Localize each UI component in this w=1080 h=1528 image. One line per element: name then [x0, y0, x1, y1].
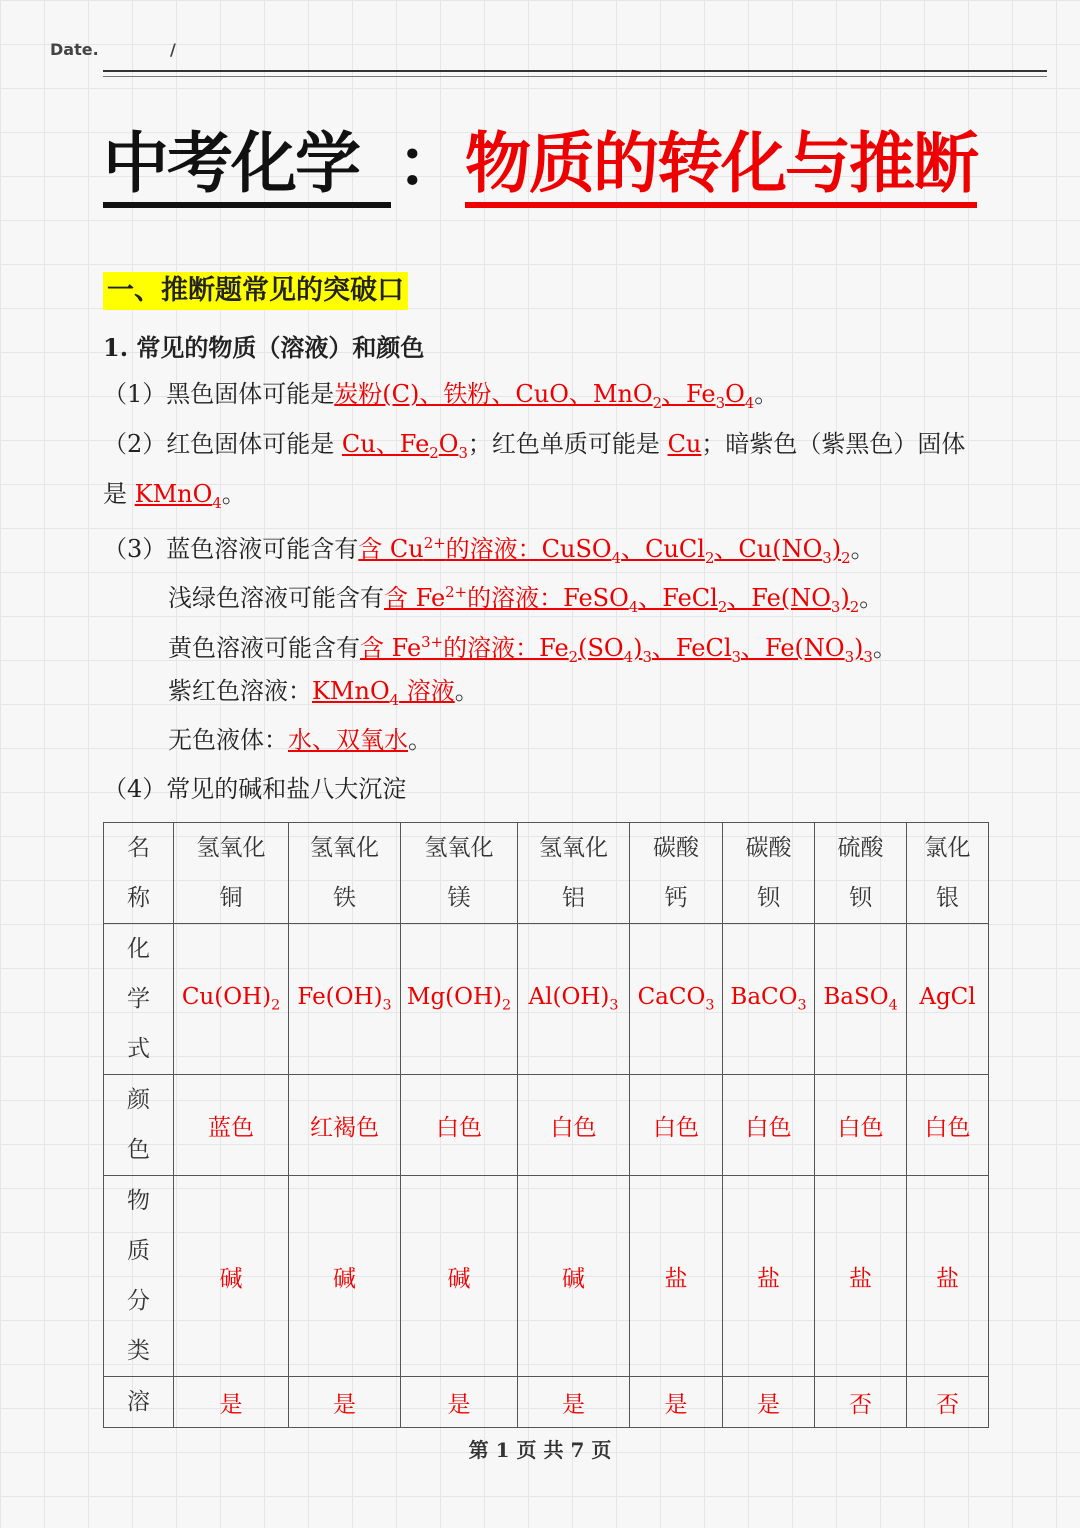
header-rule-thin	[103, 76, 1047, 77]
class-cell: 盐	[815, 1176, 907, 1377]
class-label: 物 质 分 类	[104, 1176, 174, 1377]
color-cell: 白色	[401, 1075, 518, 1176]
line-red-solids: （2）红色固体可能是 Cu、$Fe_2O_3$；红色单质可能是 Cu；暗紫色（紫黑色）固体	[103, 430, 966, 462]
color-cell: 白色	[907, 1075, 989, 1176]
name-cell: 氢氧化 铜	[174, 823, 289, 924]
solubility-label: 溶	[104, 1377, 174, 1428]
name-cell: 氢氧化 镁	[401, 823, 518, 924]
class-cell: 盐	[630, 1176, 723, 1377]
table-row	[104, 924, 989, 1075]
formula-cell: $Mg(OH)_2$	[401, 924, 518, 1075]
class-cell: 盐	[907, 1176, 989, 1377]
line-green-solution: 浅绿色溶液可能含有含 $Fe^{2+}$的溶液：FeSO$_4$、FeCl$_2$、$Fe(NO_3)_2$。	[168, 583, 884, 616]
line-purple-solution: 紫红色溶液：KMnO$_4$ 溶液。	[168, 677, 479, 709]
name-cell: 碳酸 钙	[630, 823, 723, 924]
class-cell: 碱	[174, 1176, 289, 1377]
subheading: 1. 常见的物质（溶液）和颜色	[103, 333, 425, 362]
precipitate-table	[103, 822, 989, 1428]
header-rule	[103, 70, 1047, 72]
name-cell: 氢氧化 铁	[289, 823, 401, 924]
header-name-label: 名 称	[104, 823, 174, 924]
table-row	[104, 1176, 989, 1377]
title-right: 物质的转化与推断	[465, 125, 977, 208]
formula-cell: BaSO$_4$	[815, 924, 907, 1075]
section-heading: 一、推断题常见的突破口	[103, 272, 408, 310]
line-blue-solution: （3）蓝色溶液可能含有含 $Cu^{2+}$的溶液：CuSO$_4$、CuCl$_2$、$Cu(NO_3)_2$。	[103, 534, 875, 567]
date-label: Date. /	[50, 40, 176, 59]
line-kmno4: 是 KMnO$_4$。	[103, 480, 246, 512]
color-cell: 白色	[630, 1075, 723, 1176]
solubility-cell: 是	[630, 1377, 723, 1428]
name-cell: 碳酸 钡	[723, 823, 815, 924]
table-row	[104, 1075, 989, 1176]
page-number: 第 1 页 共 7 页	[468, 1438, 612, 1462]
color-cell: 白色	[815, 1075, 907, 1176]
name-cell: 氢氧化 铝	[518, 823, 630, 924]
line-yellow-solution: 黄色溶液可能含有含 $Fe^{3+}$的溶液：$Fe_2(SO_4)_3$、FeCl$_3$、$Fe(NO_3)_3$。	[168, 633, 897, 666]
title-left: 中考化学	[103, 125, 391, 208]
solubility-cell: 是	[723, 1377, 815, 1428]
class-cell: 碱	[518, 1176, 630, 1377]
color-cell: 白色	[723, 1075, 815, 1176]
color-cell: 红褐色	[289, 1075, 401, 1176]
page-title	[103, 122, 977, 206]
line-black-solids: （1）黑色固体可能是炭粉(C)、铁粉、CuO、MnO$_2$、$Fe_3O_4$。	[103, 380, 779, 412]
solubility-cell: 是	[289, 1377, 401, 1428]
line-colorless-liquid: 无色液体：水、双氧水。	[168, 726, 432, 754]
title-colon: ：	[397, 125, 461, 202]
formula-cell: $Fe(OH)_3$	[289, 924, 401, 1075]
table-row	[104, 823, 989, 924]
table-row	[104, 1377, 989, 1428]
solubility-cell: 是	[174, 1377, 289, 1428]
class-cell: 盐	[723, 1176, 815, 1377]
name-cell: 硫酸 钡	[815, 823, 907, 924]
formula-cell: $Al(OH)_3$	[518, 924, 630, 1075]
solubility-cell: 是	[518, 1377, 630, 1428]
line-precipitates: （4）常见的碱和盐八大沉淀	[103, 775, 407, 803]
color-cell: 白色	[518, 1075, 630, 1176]
solubility-cell: 否	[815, 1377, 907, 1428]
formula-label: 化 学 式	[104, 924, 174, 1075]
name-cell: 氯化 银	[907, 823, 989, 924]
color-label: 颜 色	[104, 1075, 174, 1176]
solubility-cell: 是	[401, 1377, 518, 1428]
formula-cell: $Cu(OH)_2$	[174, 924, 289, 1075]
formula-cell: AgCl	[907, 924, 989, 1075]
formula-cell: CaCO$_3$	[630, 924, 723, 1075]
color-cell: 蓝色	[174, 1075, 289, 1176]
solubility-cell: 否	[907, 1377, 989, 1428]
class-cell: 碱	[401, 1176, 518, 1377]
class-cell: 碱	[289, 1176, 401, 1377]
formula-cell: BaCO$_3$	[723, 924, 815, 1075]
date-slash: /	[170, 40, 176, 59]
